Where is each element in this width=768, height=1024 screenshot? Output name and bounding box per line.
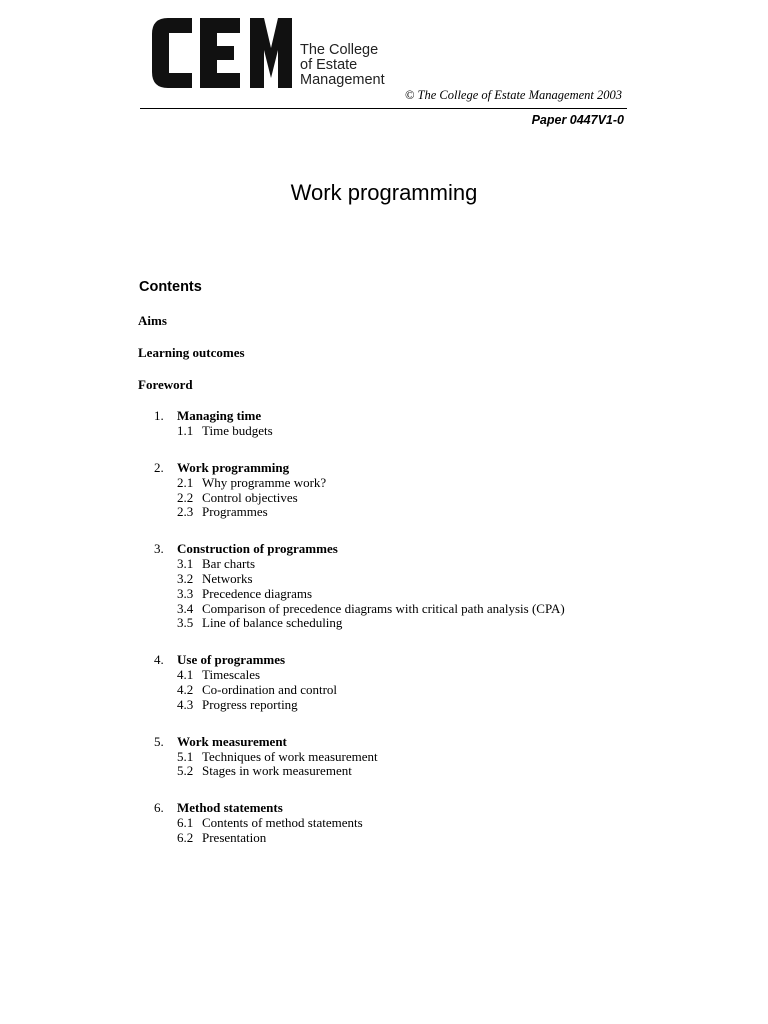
subsection-number: 5.1 — [177, 748, 194, 764]
copyright-notice: © The College of Estate Management 2003 — [404, 88, 622, 102]
logo-line: of Estate — [300, 57, 358, 73]
toc-subsection — [0, 557, 768, 572]
subsection-label: Networks — [202, 570, 253, 586]
subsection-number: 4.3 — [177, 696, 194, 712]
subsection-label: Programmes — [202, 504, 268, 520]
toc-entry-aims: Aims — [138, 313, 167, 328]
toc-subsection — [0, 476, 768, 491]
toc-section — [0, 542, 768, 631]
section-title: Work measurement — [177, 733, 287, 749]
toc-subsection — [0, 572, 768, 587]
subsection-label: Presentation — [202, 829, 267, 845]
document-title: Work programming — [290, 180, 478, 205]
subsection-number: 6.2 — [177, 829, 194, 845]
toc-section-heading — [0, 542, 768, 557]
toc-subsection — [0, 616, 768, 631]
toc-subsection — [0, 816, 768, 831]
toc-sections — [0, 409, 768, 868]
subsection-label: Techniques of work measurement — [202, 748, 378, 764]
section-title: Managing time — [177, 408, 262, 423]
subsection-label: Co-ordination and control — [202, 681, 338, 697]
toc-subsection — [0, 750, 768, 765]
toc-subsection — [0, 668, 768, 683]
subsection-number: 4.1 — [177, 667, 194, 683]
section-number: 1. — [154, 408, 164, 423]
subsection-label: Precedence diagrams — [202, 585, 313, 601]
toc-section — [0, 801, 768, 846]
subsection-label: Line of balance scheduling — [202, 615, 343, 631]
toc-section-heading — [0, 653, 768, 668]
subsection-number: 2.1 — [177, 474, 194, 490]
toc-section-heading — [0, 461, 768, 476]
toc-section-heading — [0, 801, 768, 816]
toc-subsection — [0, 683, 768, 698]
paper-reference: Paper 0447V1-0 — [531, 113, 624, 127]
subsection-label: Stages in work measurement — [202, 763, 352, 779]
logo-line: The College — [300, 42, 379, 58]
subsection-number: 3.1 — [177, 556, 194, 572]
toc-subsection — [0, 491, 768, 506]
subsection-label: Bar charts — [202, 556, 256, 572]
subsection-number: 3.5 — [177, 615, 194, 631]
header-rule — [140, 108, 627, 109]
subsection-label: Control objectives — [202, 489, 298, 505]
subsection-number: 3.3 — [177, 585, 194, 601]
section-number: 5. — [154, 733, 164, 749]
section-number: 4. — [154, 652, 164, 668]
logo-line: Management — [300, 72, 385, 88]
section-title: Construction of programmes — [177, 541, 338, 557]
subsection-number: 2.2 — [177, 489, 194, 505]
subsection-number: 1.1 — [177, 423, 194, 438]
toc-entry-learning-outcomes: Learning outcomes — [138, 345, 245, 360]
toc-subsection — [0, 831, 768, 846]
subsection-label: Why programme work? — [202, 474, 327, 490]
toc-section — [0, 409, 768, 439]
subsection-number: 3.4 — [177, 600, 194, 616]
toc-subsection — [0, 602, 768, 617]
toc-section-heading — [0, 735, 768, 750]
cem-logo-mark — [152, 18, 292, 88]
toc-subsection — [0, 764, 768, 779]
subsection-number: 4.2 — [177, 681, 194, 697]
toc-subsection — [0, 698, 768, 713]
toc-section-heading — [0, 409, 768, 424]
logo-wordmark — [300, 43, 385, 88]
subsection-number: 3.2 — [177, 570, 194, 586]
section-title: Method statements — [177, 800, 283, 816]
toc-section — [0, 461, 768, 520]
subsection-label: Time budgets — [202, 423, 273, 438]
toc-entry-foreword: Foreword — [138, 377, 193, 392]
contents-heading: Contents — [139, 279, 202, 295]
toc-section — [0, 653, 768, 712]
section-number: 6. — [154, 800, 164, 816]
subsection-number: 6.1 — [177, 815, 194, 831]
section-number: 2. — [154, 459, 164, 475]
toc-subsection — [0, 505, 768, 520]
subsection-label: Comparison of precedence diagrams with critical path analysis (CPA) — [202, 600, 565, 616]
section-title: Use of programmes — [177, 652, 286, 668]
subsection-number: 2.3 — [177, 504, 194, 520]
subsection-number: 5.2 — [177, 763, 194, 779]
subsection-label: Timescales — [202, 667, 261, 683]
toc-subsection — [0, 424, 768, 439]
subsection-label: Progress reporting — [202, 696, 298, 712]
section-number: 3. — [154, 541, 164, 557]
cem-logo — [152, 18, 392, 88]
section-title: Work programming — [177, 459, 290, 475]
toc-subsection — [0, 587, 768, 602]
toc-section — [0, 735, 768, 780]
subsection-label: Contents of method statements — [202, 815, 363, 831]
